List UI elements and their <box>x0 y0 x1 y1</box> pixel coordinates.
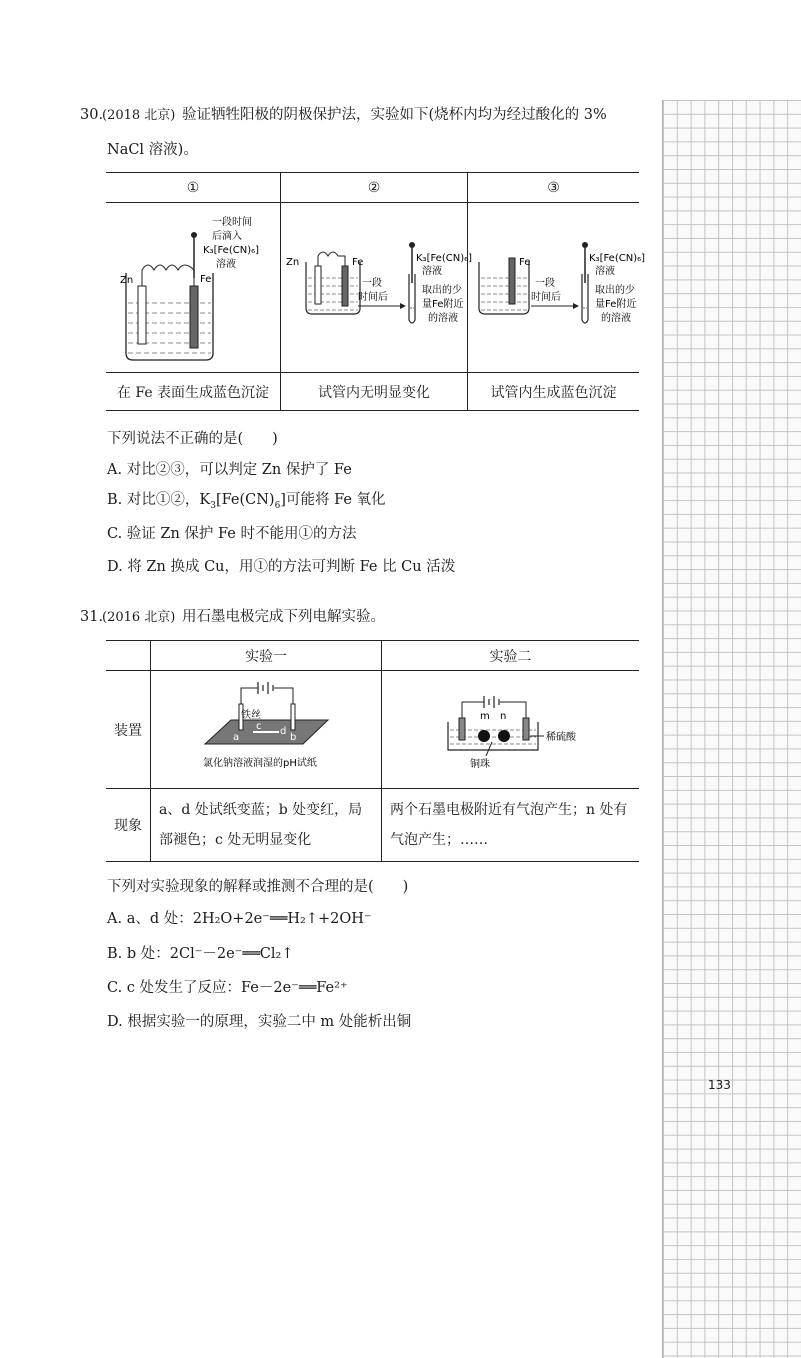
q30-table <box>106 172 645 411</box>
q31-option-b: B. b 处：2Cl⁻－2e⁻══Cl₂↑ <box>107 946 294 962</box>
q30-result-2: 试管内无明显变化 <box>281 373 468 411</box>
q31-prompt: 下列对实验现象的解释或推测不合理的是( ) <box>107 879 409 895</box>
q30-exp3-reagent: K₃[Fe(CN)₆] <box>588 252 645 264</box>
q30-result-1: 在 Fe 表面生成蓝色沉淀 <box>106 373 281 411</box>
arrow-right-icon <box>573 303 579 309</box>
q30-exp1-note2: 后滴入 <box>212 230 242 242</box>
q31-exp1-c: c <box>256 720 262 732</box>
fe-electrode <box>190 286 198 348</box>
q30-exp1-reagent: K₃[Fe(CN)₆] <box>203 244 260 256</box>
copper-bead <box>498 730 510 742</box>
beaker-icon <box>306 262 360 314</box>
q30-option-a: A. 对比②③，可以判定 Zn 保护了 Fe <box>107 462 352 478</box>
q30-exp3-take3: 的溶液 <box>600 312 631 324</box>
q30-exp3-fe: Fe <box>518 256 530 268</box>
q30-exp2-take3: 的溶液 <box>428 312 458 324</box>
q31-exp2-n: n <box>499 710 506 722</box>
q31-option-c: C. c 处发生了反应：Fe－2e⁻══Fe²⁺ <box>107 980 348 996</box>
q30-option-d: D. 将 Zn 换成 Cu，用①的方法可判断 Fe 比 Cu 活泼 <box>107 559 456 575</box>
q30-exp3-reagent-tail: 溶液 <box>594 265 615 277</box>
q31-option-a: A. a、d 处：2H₂O+2e⁻══H₂↑+2OH⁻ <box>107 911 372 927</box>
page-number: 133 <box>708 1078 731 1092</box>
q30-exp2-fe: Fe <box>352 256 364 268</box>
q31-source: (2016 北京) <box>102 610 176 625</box>
q30-exp2-reagent: K₃[Fe(CN)₆] <box>416 252 473 264</box>
q30-stem-line1: 验证牺牲阳极的阴极保护法，实验如下(烧杯内均为经过酸化的 3% <box>182 107 607 123</box>
q30-exp2-arrow2: 时间后 <box>358 291 388 303</box>
q30-exp3-arrow2: 时间后 <box>530 291 561 303</box>
beaker-icon <box>479 262 529 314</box>
q30-exp1-fe: Fe <box>200 273 212 285</box>
q31-exp1-a: a <box>233 731 240 743</box>
q30-exp1-diagram <box>106 203 281 373</box>
q31-exp1-d: d <box>280 725 287 737</box>
q30-exp2-diagram <box>281 203 473 373</box>
q30-exp1-zn: Zn <box>120 274 134 286</box>
q30-result-3: 试管内生成蓝色沉淀 <box>468 373 640 411</box>
q31-exp1-b: b <box>290 731 297 743</box>
q31-row-label-phenomenon: 现象 <box>106 789 151 862</box>
q31-number: 31. <box>80 609 104 625</box>
q31-phenomenon-1: a、d 处试纸变蓝；b 处变红，局部褪色；c 处无明显变化 <box>151 789 382 862</box>
q30-number: 30. <box>80 107 104 123</box>
q30-exp2-take1: 取出的少 <box>422 284 462 296</box>
q30-exp1-reagent-tail: 溶液 <box>216 258 236 270</box>
q30-option-c: C. 验证 Zn 保护 Fe 时不能用①的方法 <box>107 526 357 542</box>
q30-header-2: ② <box>281 173 468 203</box>
q31-table <box>106 640 639 862</box>
q30-prompt: 下列说法不正确的是( ) <box>107 431 278 447</box>
q30-header-1: ① <box>106 173 281 203</box>
q31-header-2: 实验二 <box>382 641 640 671</box>
q30-stem-line2: NaCl 溶液)。 <box>107 142 198 158</box>
q31-exp1-wire: 铁丝 <box>241 709 261 721</box>
q30-exp1-note1: 一段时间 <box>212 216 252 228</box>
q31-stem: 用石墨电极完成下列电解实验。 <box>182 609 385 625</box>
q31-exp2-m: m <box>479 710 490 722</box>
grid-margin <box>662 100 801 1358</box>
q30-exp2-zn: Zn <box>286 256 300 268</box>
q30-exp3-diagram <box>468 203 645 373</box>
q31-exp1-diagram <box>151 671 382 789</box>
q31-exp1-caption: 氯化钠溶液润湿的pH试纸 <box>203 757 317 769</box>
q30-exp3-take1: 取出的少 <box>594 284 635 296</box>
arrow-right-icon <box>400 303 406 309</box>
zn-electrode <box>138 286 146 344</box>
q30-exp2-arrow1: 一段 <box>362 277 382 289</box>
q30-exp2-reagent-tail: 溶液 <box>422 265 442 277</box>
q31-phenomenon-2: 两个石墨电极附近有气泡产生；n 处有气泡产生；…… <box>382 789 640 862</box>
q31-row-label-device: 装置 <box>106 671 151 789</box>
q31-exp2-bead: 铜珠 <box>469 758 490 770</box>
q31-header-1: 实验一 <box>151 641 382 671</box>
q30-source: (2018 北京) <box>102 108 176 123</box>
q30-exp3-take2: 量Fe附近 <box>594 298 636 310</box>
q30-exp2-take2: 量Fe附近 <box>422 298 464 310</box>
q30-option-b: B. 对比①②，$K_3[Fe(CN)_6]$可能将 Fe 氧化 <box>107 492 386 511</box>
q31-exp2-diagram <box>382 671 640 789</box>
q31-option-d: D. 根据实验一的原理，实验二中 m 处能析出铜 <box>107 1014 412 1030</box>
q30-exp3-arrow1: 一段 <box>534 277 555 289</box>
copper-bead <box>478 730 490 742</box>
q30-header-3: ③ <box>468 173 640 203</box>
q31-exp2-acid: 稀硫酸 <box>545 731 576 743</box>
